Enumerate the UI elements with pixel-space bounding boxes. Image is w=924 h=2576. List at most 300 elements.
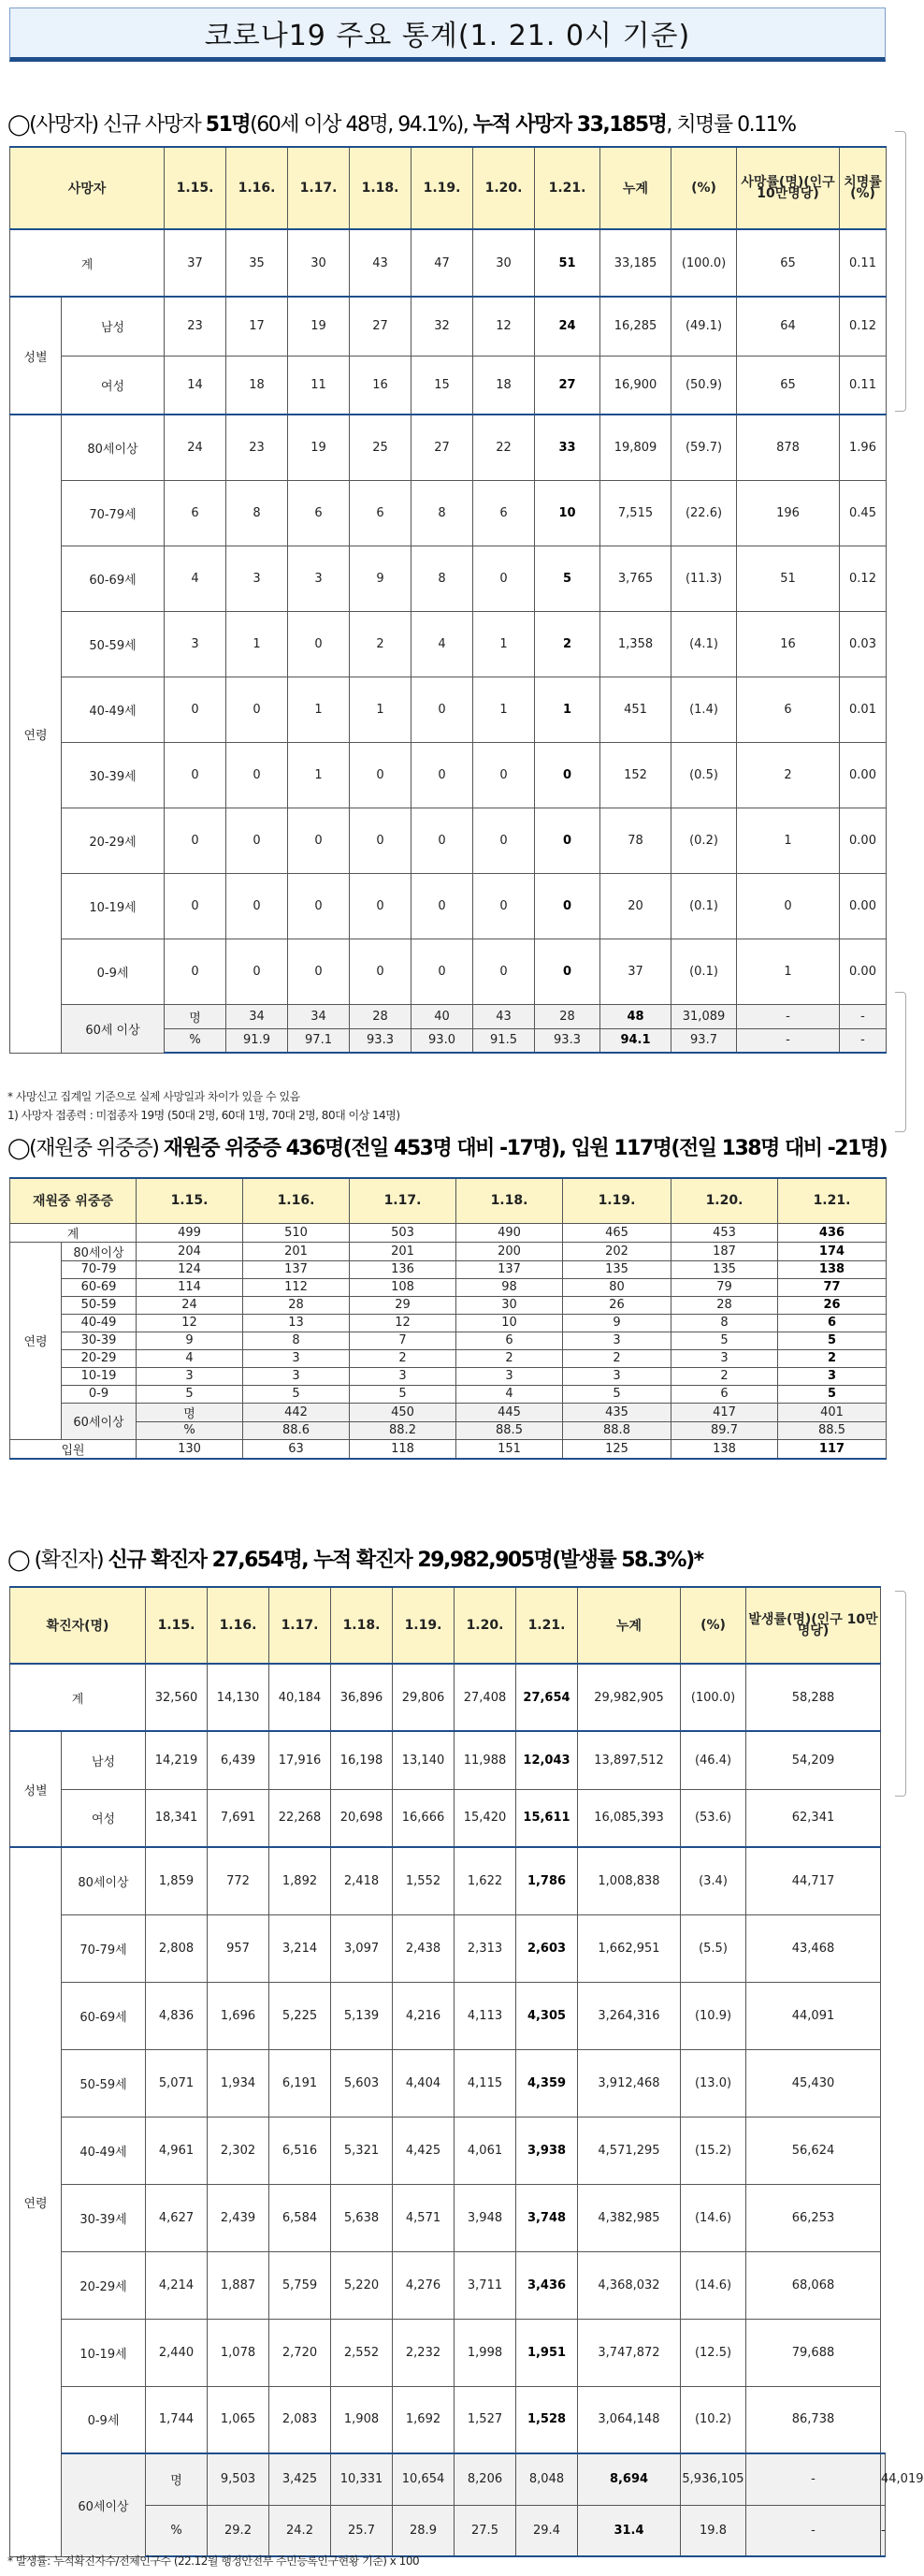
- table-cell: 1,622: [455, 1847, 516, 1914]
- unit-cell: 명: [165, 1004, 226, 1028]
- table-cell: 94.1: [600, 1028, 671, 1053]
- table-cell: 1,692: [393, 2386, 455, 2453]
- table-cell: 4,359: [516, 2049, 578, 2117]
- table-cell: 0.12: [840, 546, 887, 611]
- table-cell: 10: [535, 480, 600, 546]
- table-cell: 3: [165, 611, 226, 677]
- table-cell: 77: [778, 1278, 887, 1296]
- side-bracket: [895, 992, 906, 1132]
- table-cell: 18: [226, 356, 288, 415]
- table-cell: 1,951: [516, 2319, 578, 2386]
- age-row: [10, 2319, 886, 2386]
- table-cell: 30: [473, 229, 535, 297]
- table-cell: 138: [671, 1439, 778, 1459]
- table-cell: (100.0): [681, 1664, 746, 1731]
- table-cell: 65: [737, 229, 840, 297]
- table-cell: 2: [737, 742, 840, 808]
- table-cell: 2,808: [146, 1914, 208, 1982]
- row-label: 80세이상: [62, 415, 165, 480]
- table-cell: 136: [350, 1260, 456, 1278]
- table-cell: 2,439: [208, 2184, 269, 2251]
- table-cell: 5,225: [269, 1982, 331, 2049]
- row-label: 60-69: [62, 1278, 137, 1296]
- table-cell: 27,408: [455, 1664, 516, 1731]
- table-cell: 201: [243, 1242, 350, 1260]
- table-cell: 6: [778, 1314, 887, 1332]
- table-cell: 1,552: [393, 1847, 455, 1914]
- table-cell: 135: [671, 1260, 778, 1278]
- deaths-note-1: * 사망신고 집계일 기준으로 실제 사망일과 차이가 있을 수 있음: [7, 1090, 300, 1103]
- row-label: 70-79세: [62, 1914, 146, 1982]
- table-cell: 114: [137, 1278, 243, 1296]
- table-cell: (49.1): [671, 297, 737, 356]
- group-label: 연령: [10, 1242, 62, 1439]
- table-cell: -: [746, 2453, 881, 2505]
- table-cell: 0: [165, 677, 226, 742]
- table-cell: 5: [137, 1385, 243, 1403]
- table-cell: 8: [671, 1314, 778, 1332]
- age-row: [10, 2184, 886, 2251]
- table-cell: 16,285: [600, 297, 671, 356]
- table-cell: 30: [288, 229, 350, 297]
- header-row: [10, 147, 887, 229]
- table-cell: 7: [350, 1332, 456, 1349]
- table-cell: 0: [165, 873, 226, 939]
- header-cell: 1.15.: [137, 1178, 243, 1223]
- table-cell: 196: [737, 480, 840, 546]
- table-cell: 27: [350, 297, 411, 356]
- age-row: [10, 1296, 887, 1314]
- table-cell: 401: [778, 1403, 887, 1421]
- table-cell: 4,368,032: [578, 2251, 681, 2319]
- table-cell: 202: [563, 1242, 671, 1260]
- table-cell: 6: [473, 480, 535, 546]
- table-cell: 33: [535, 415, 600, 480]
- table-cell: 0: [226, 939, 288, 1004]
- table-cell: 80: [563, 1278, 671, 1296]
- table-cell: (53.6): [681, 1789, 746, 1847]
- table-cell: 465: [563, 1223, 671, 1242]
- table-cell: 490: [456, 1223, 563, 1242]
- total-row: [10, 1664, 886, 1731]
- table-cell: 0: [535, 808, 600, 873]
- age-row: [10, 1367, 887, 1385]
- table-cell: 3: [456, 1367, 563, 1385]
- table-cell: 4,061: [455, 2117, 516, 2184]
- header-cell: 1.16.: [226, 147, 288, 229]
- table-cell: 14,130: [208, 1664, 269, 1731]
- header-cell: 사망률(명)(인구10만명당): [737, 147, 840, 229]
- table-cell: 6: [288, 480, 350, 546]
- table-cell: 2,313: [455, 1914, 516, 1982]
- group-label: 연령: [10, 415, 62, 1053]
- table-cell: 5,638: [331, 2184, 393, 2251]
- age-row: [10, 939, 887, 1004]
- row-label: 40-49세: [62, 2117, 146, 2184]
- table-cell: 445: [456, 1403, 563, 1421]
- table-cell: 4,115: [455, 2049, 516, 2117]
- table-cell: 16,900: [600, 356, 671, 415]
- table-cell: 1: [288, 677, 350, 742]
- table-cell: 117: [778, 1439, 887, 1459]
- table-cell: (0.5): [671, 742, 737, 808]
- table-cell: 3,214: [269, 1914, 331, 1982]
- unit-cell: %: [146, 2505, 208, 2556]
- table-cell: 0: [226, 742, 288, 808]
- header-row: [10, 1178, 887, 1223]
- table-cell: 0: [535, 873, 600, 939]
- table-cell: 417: [671, 1403, 778, 1421]
- table-cell: (0.2): [671, 808, 737, 873]
- row-label: 0-9세: [62, 2386, 146, 2453]
- table-cell: 7,515: [600, 480, 671, 546]
- table-cell: 125: [563, 1439, 671, 1459]
- row-label: 여성: [62, 356, 165, 415]
- row-label: 70-79세: [62, 480, 165, 546]
- table-cell: 2: [350, 1349, 456, 1367]
- row-label: 계: [10, 1664, 146, 1731]
- table-cell: 44,091: [746, 1982, 881, 2049]
- table-cell: 24.2: [269, 2505, 331, 2556]
- header-cell: 1.18.: [456, 1178, 563, 1223]
- table-cell: 3,938: [516, 2117, 578, 2184]
- table-cell: 3: [778, 1367, 887, 1385]
- table-cell: 27,654: [516, 1664, 578, 1731]
- table-cell: 16: [737, 611, 840, 677]
- table-cell: 3: [563, 1367, 671, 1385]
- table-cell: -: [840, 1004, 887, 1028]
- row-label: 60세이상: [62, 2453, 146, 2556]
- row-label: 10-19: [62, 1367, 137, 1385]
- table-cell: 27: [535, 356, 600, 415]
- table-cell: 8,048: [516, 2453, 578, 2505]
- header-cell: 누계: [600, 147, 671, 229]
- table-cell: 19: [288, 415, 350, 480]
- table-cell: 5: [778, 1332, 887, 1349]
- table-cell: 16: [350, 356, 411, 415]
- table-cell: 5: [243, 1385, 350, 1403]
- table-cell: 13: [243, 1314, 350, 1332]
- table-cell: 0.01: [840, 677, 887, 742]
- header-cell: 누계: [578, 1587, 681, 1664]
- table-cell: 34: [288, 1004, 350, 1028]
- table-cell: 88.5: [456, 1421, 563, 1439]
- table-cell: 3,064,148: [578, 2386, 681, 2453]
- row-label: 30-39세: [62, 742, 165, 808]
- table-cell: 8,206: [455, 2453, 516, 2505]
- table-cell: 28: [535, 1004, 600, 1028]
- table-cell: 4,382,985: [578, 2184, 681, 2251]
- table-cell: 1,358: [600, 611, 671, 677]
- table-cell: 4,836: [146, 1982, 208, 2049]
- table-cell: 32: [411, 297, 473, 356]
- table-cell: 5,603: [331, 2049, 393, 2117]
- age-row: [10, 546, 887, 611]
- table-cell: 79: [671, 1278, 778, 1296]
- table-cell: 112: [243, 1278, 350, 1296]
- age-row: [10, 415, 887, 480]
- table-cell: 0: [350, 873, 411, 939]
- header-cell: (%): [681, 1587, 746, 1664]
- table-cell: 4: [411, 611, 473, 677]
- table-cell: 66,253: [746, 2184, 881, 2251]
- table-cell: 22: [473, 415, 535, 480]
- table-cell: 4,276: [393, 2251, 455, 2319]
- table-cell: 6,439: [208, 1731, 269, 1789]
- table-cell: 450: [350, 1403, 456, 1421]
- table-cell: 68,068: [746, 2251, 881, 2319]
- table-cell: 1,527: [455, 2386, 516, 2453]
- table-cell: 0: [473, 873, 535, 939]
- table-cell: 200: [456, 1242, 563, 1260]
- table-cell: 9: [563, 1314, 671, 1332]
- table-cell: 0: [411, 742, 473, 808]
- table-cell: 0: [737, 873, 840, 939]
- table-cell: 0: [350, 742, 411, 808]
- table-cell: 152: [600, 742, 671, 808]
- table-cell: 93.0: [411, 1028, 473, 1053]
- age-row: [10, 1349, 887, 1367]
- table-cell: 510: [243, 1223, 350, 1242]
- table-cell: 5: [778, 1385, 887, 1403]
- table-cell: 37: [165, 229, 226, 297]
- table-cell: -: [840, 1028, 887, 1053]
- unit-cell: 명: [137, 1403, 243, 1421]
- table-cell: 3,912,468: [578, 2049, 681, 2117]
- table-cell: (11.3): [671, 546, 737, 611]
- table-cell: 93.3: [350, 1028, 411, 1053]
- page-title-box: [9, 7, 886, 62]
- table-cell: 89.7: [671, 1421, 778, 1439]
- row-label: 0-9세: [62, 939, 165, 1004]
- header-cell: 1.16.: [208, 1587, 269, 1664]
- table-cell: 5,759: [269, 2251, 331, 2319]
- table-cell: 0: [535, 939, 600, 1004]
- table-cell: 1,859: [146, 1847, 208, 1914]
- table-cell: 2,720: [269, 2319, 331, 2386]
- table-cell: 0.11: [840, 356, 887, 415]
- table-cell: 31.4: [578, 2505, 681, 2556]
- age-row: [10, 742, 887, 808]
- table-cell: 64: [737, 297, 840, 356]
- table-cell: 4,305: [516, 1982, 578, 2049]
- critical-table: [9, 1177, 887, 1460]
- table-cell: 3: [243, 1367, 350, 1385]
- table-cell: 108: [350, 1278, 456, 1296]
- table-cell: 23: [226, 415, 288, 480]
- total-row: [10, 229, 887, 297]
- row-label: 70-79: [62, 1260, 137, 1278]
- table-cell: 43: [473, 1004, 535, 1028]
- table-cell: 97.1: [288, 1028, 350, 1053]
- table-cell: (1.4): [671, 677, 737, 742]
- age-row: [10, 677, 887, 742]
- confirmed-note: * 발생률: 누적확진자수/전체인구수 (22.12월 행정안전부 주민등록인구현황 기준) x 100: [7, 2554, 420, 2568]
- deaths-note-2: 1) 사망자 접종력 : 미접종자 19명 (50대 2명, 60대 1명, 70대 2명, 80대 이상 14명): [7, 1109, 400, 1122]
- unit-cell: %: [137, 1421, 243, 1439]
- table-cell: 91.5: [473, 1028, 535, 1053]
- table-cell: 1,528: [516, 2386, 578, 2453]
- table-cell: 43,468: [746, 1914, 881, 1982]
- table-cell: 37: [600, 939, 671, 1004]
- table-cell: 957: [208, 1914, 269, 1982]
- table-cell: 26: [563, 1296, 671, 1314]
- table-cell: 48: [600, 1004, 671, 1028]
- table-cell: 23: [165, 297, 226, 356]
- table-cell: 3: [137, 1367, 243, 1385]
- row-label: 30-39: [62, 1332, 137, 1349]
- table-cell: (10.2): [681, 2386, 746, 2453]
- table-cell: 2: [671, 1367, 778, 1385]
- table-cell: 40: [411, 1004, 473, 1028]
- table-cell: (0.1): [671, 873, 737, 939]
- table-cell: 0.00: [840, 939, 887, 1004]
- row-label: 10-19세: [62, 2319, 146, 2386]
- table-cell: 7,691: [208, 1789, 269, 1847]
- age-row: [10, 480, 887, 546]
- table-cell: 29: [350, 1296, 456, 1314]
- table-cell: 11: [288, 356, 350, 415]
- table-cell: (14.6): [681, 2251, 746, 2319]
- table-cell: 8: [411, 480, 473, 546]
- table-cell: 18,341: [146, 1789, 208, 1847]
- row-label: 20-29세: [62, 808, 165, 873]
- table-cell: 4,214: [146, 2251, 208, 2319]
- table-cell: 78: [600, 808, 671, 873]
- table-cell: 0.00: [840, 742, 887, 808]
- row-label: 40-49세: [62, 677, 165, 742]
- header-cell: 1.19.: [393, 1587, 455, 1664]
- header-cell: 1.17.: [269, 1587, 331, 1664]
- table-cell: 36,896: [331, 1664, 393, 1731]
- confirmed-headline: ◯ (확진자) 신규 확진자 27,654명, 누적 확진자 29,982,905명(발생률 58.3%)*: [7, 1549, 703, 1572]
- table-cell: 16,666: [393, 1789, 455, 1847]
- table-cell: 0: [535, 742, 600, 808]
- table-cell: 4: [137, 1349, 243, 1367]
- table-cell: 2: [535, 611, 600, 677]
- table-cell: 3: [226, 546, 288, 611]
- table-cell: 1,934: [208, 2049, 269, 2117]
- table-cell: 2,438: [393, 1914, 455, 1982]
- side-bracket: [895, 1591, 906, 1797]
- table-cell: 2,083: [269, 2386, 331, 2453]
- table-cell: 0: [165, 742, 226, 808]
- row-label: 50-59세: [62, 611, 165, 677]
- table-cell: 2,232: [393, 2319, 455, 2386]
- row-label: 남성: [62, 297, 165, 356]
- table-cell: 0.00: [840, 808, 887, 873]
- table-cell: 0: [473, 742, 535, 808]
- age-row: [10, 808, 887, 873]
- table-cell: 28: [671, 1296, 778, 1314]
- table-cell: 1,908: [331, 2386, 393, 2453]
- table-cell: 47: [411, 229, 473, 297]
- table-cell: 1,696: [208, 1982, 269, 2049]
- table-cell: 3,425: [269, 2453, 331, 2505]
- header-cell: 1.17.: [350, 1178, 456, 1223]
- table-cell: 503: [350, 1223, 456, 1242]
- sex-row: [10, 356, 887, 415]
- table-cell: 451: [600, 677, 671, 742]
- table-cell: -: [737, 1004, 840, 1028]
- table-cell: 4,113: [455, 1982, 516, 2049]
- age-row: [10, 2049, 886, 2117]
- table-cell: 29.2: [208, 2505, 269, 2556]
- age-row: [10, 2251, 886, 2319]
- table-cell: 58,288: [746, 1664, 881, 1731]
- age-row: [10, 1242, 887, 1260]
- table-cell: 4,216: [393, 1982, 455, 2049]
- table-cell: 0: [350, 808, 411, 873]
- header-cell: 1.18.: [350, 147, 411, 229]
- age-row: [10, 611, 887, 677]
- table-cell: 54,209: [746, 1731, 881, 1789]
- table-cell: 2,440: [146, 2319, 208, 2386]
- age-row: [10, 1982, 886, 2049]
- table-cell: 3: [288, 546, 350, 611]
- table-cell: 6,584: [269, 2184, 331, 2251]
- row-label: 0-9: [62, 1385, 137, 1403]
- row-label: 80세이상: [62, 1242, 137, 1260]
- table-cell: 124: [137, 1260, 243, 1278]
- table-cell: 0: [411, 939, 473, 1004]
- age-row: [10, 1914, 886, 1982]
- table-cell: 13,140: [393, 1731, 455, 1789]
- table-cell: 8: [226, 480, 288, 546]
- table-cell: 2,603: [516, 1914, 578, 1982]
- header-cell: (%): [671, 147, 737, 229]
- age-row: [10, 1314, 887, 1332]
- table-cell: 27: [411, 415, 473, 480]
- sex-row: [10, 1731, 886, 1789]
- table-cell: 1: [473, 677, 535, 742]
- row-label: 60세 이상: [62, 1004, 165, 1053]
- age-row: [10, 2386, 886, 2453]
- table-cell: 1: [226, 611, 288, 677]
- table-cell: 12: [473, 297, 535, 356]
- table-cell: (0.1): [671, 939, 737, 1004]
- table-cell: 151: [456, 1439, 563, 1459]
- confirmed-table: [9, 1586, 924, 2557]
- table-cell: 22,268: [269, 1789, 331, 1847]
- table-cell: 51: [535, 229, 600, 297]
- table-cell: 1,744: [146, 2386, 208, 2453]
- table-cell: 79,688: [746, 2319, 881, 2386]
- row-label: 입원: [10, 1439, 137, 1459]
- table-cell: 19: [288, 297, 350, 356]
- row-label: 40-49: [62, 1314, 137, 1332]
- table-cell: 5: [671, 1332, 778, 1349]
- table-cell: 204: [137, 1242, 243, 1260]
- table-cell: 2: [350, 611, 411, 677]
- header-cell: 1.20.: [473, 147, 535, 229]
- table-cell: 12: [350, 1314, 456, 1332]
- table-cell: 24: [165, 415, 226, 480]
- table-cell: 1,786: [516, 1847, 578, 1914]
- table-cell: 30: [456, 1296, 563, 1314]
- table-cell: 0: [411, 677, 473, 742]
- table-cell: (10.9): [681, 1982, 746, 2049]
- table-cell: 5,936,105: [681, 2453, 746, 2505]
- table-cell: 88.2: [350, 1421, 456, 1439]
- table-cell: 5,220: [331, 2251, 393, 2319]
- admit-row: [10, 1439, 887, 1459]
- row-label: 50-59세: [62, 2049, 146, 2117]
- table-cell: 137: [456, 1260, 563, 1278]
- header-row: [10, 1587, 886, 1664]
- table-cell: 435: [563, 1403, 671, 1421]
- table-cell: 15,611: [516, 1789, 578, 1847]
